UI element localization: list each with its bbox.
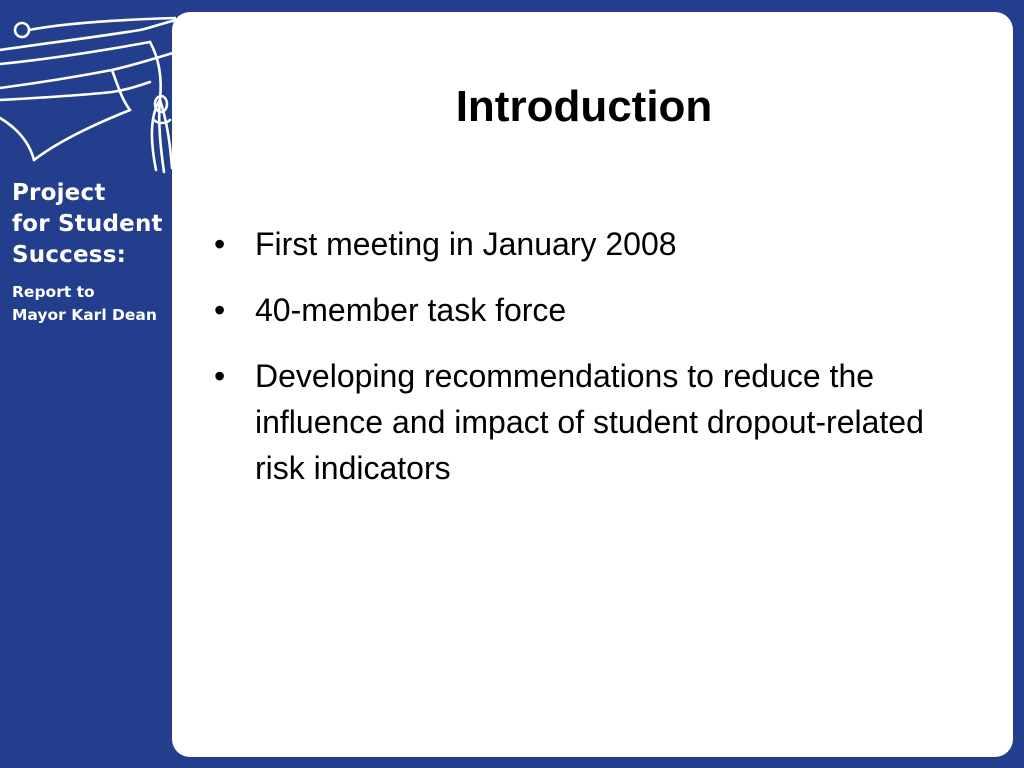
brand-title xyxy=(12,178,163,271)
bullet-marker: • xyxy=(214,226,226,262)
brand-title-line: Success: xyxy=(12,242,126,268)
bullet-text: First meeting in January 2008 xyxy=(255,226,677,262)
brand-block xyxy=(12,178,163,327)
brand-subtitle-line: Report to xyxy=(12,283,95,301)
brand-title-line: for Student xyxy=(12,211,163,237)
bullet-item xyxy=(172,221,942,267)
brand-subtitle-line: Mayor Karl Dean xyxy=(12,306,157,324)
bullet-item xyxy=(172,353,942,491)
slide-title: Introduction xyxy=(455,82,713,131)
bullet-marker: • xyxy=(214,292,226,328)
bullet-text: 40-member task force xyxy=(255,292,567,328)
bullet-item xyxy=(172,287,942,333)
bullet-marker: • xyxy=(214,358,226,394)
bullet-list xyxy=(172,221,942,511)
sidebar xyxy=(0,0,176,768)
slide-panel xyxy=(172,12,1013,757)
graduation-cap-icon xyxy=(0,0,176,200)
brand-subtitle xyxy=(12,281,163,327)
bullet-text: Developing recommendations to reduce the influence and impact of student dropout-related risk indicators xyxy=(255,358,924,486)
brand-title-line: Project xyxy=(12,180,106,206)
